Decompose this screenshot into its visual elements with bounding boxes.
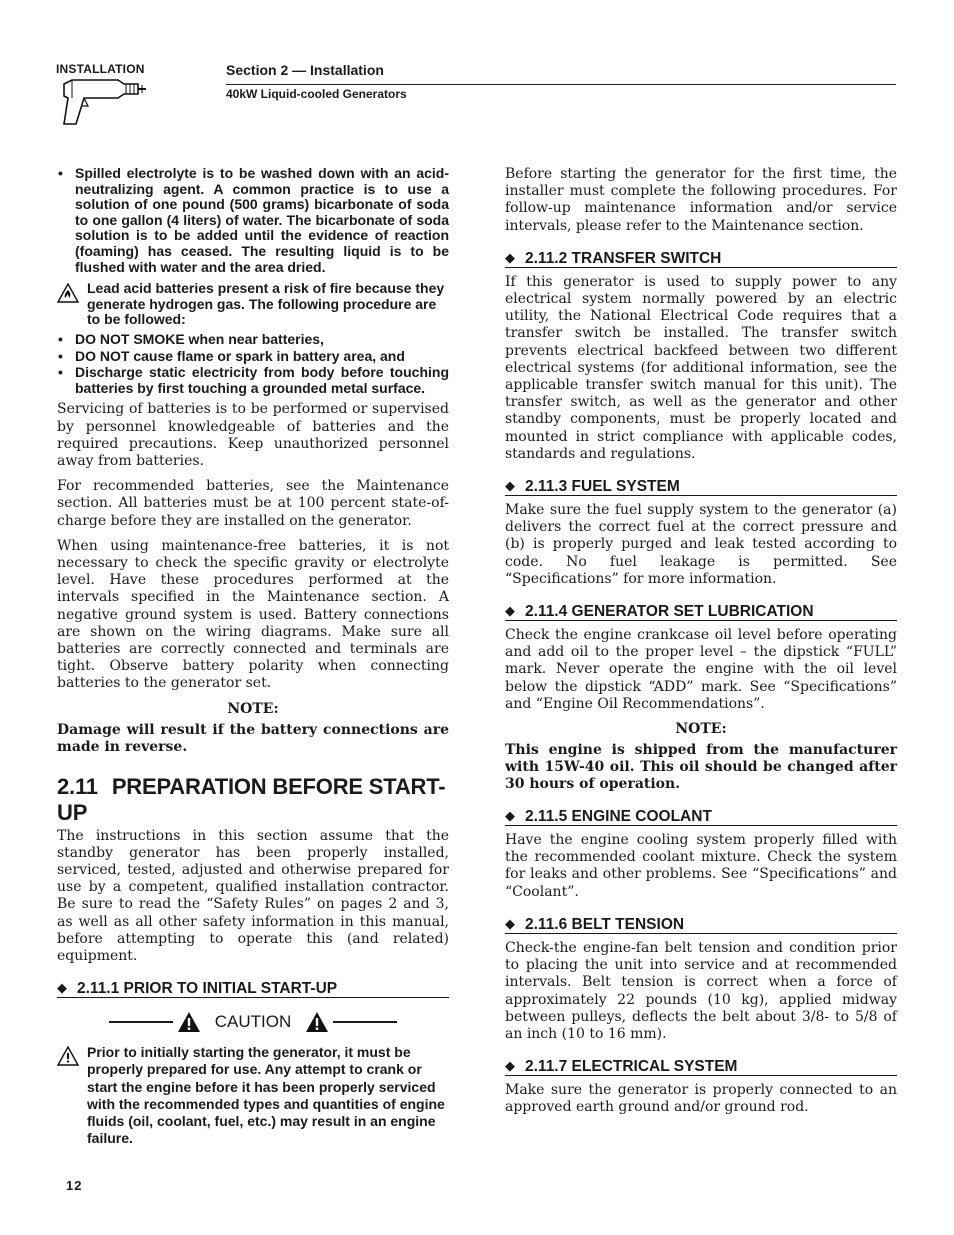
bullet-text: DO NOT SMOKE when near batteries,	[75, 330, 324, 347]
paragraph: Check-the engine-fan belt tension and condition prior to placing the unit into service and at recommended intervals. Belt tension is correct when a force of approximately 22 pounds (10 kg), applied midway between pulleys, deflects the belt about 3/8- to 5/8 of an inch (10 to 16 mm).	[505, 939, 897, 1042]
left-column	[57, 166, 449, 1151]
bullet-item: • DO NOT SMOKE when near batteries,	[58, 330, 324, 347]
diamond-icon: ◆	[505, 604, 515, 620]
header-subtitle: 40kW Liquid-cooled Generators	[226, 87, 407, 101]
caution-rule	[333, 1021, 397, 1023]
diamond-icon: ◆	[505, 1059, 515, 1075]
warning-triangle-icon	[177, 1011, 201, 1033]
right-column	[505, 166, 897, 1125]
subsection-title: 2.11.3 FUEL SYSTEM	[525, 478, 680, 496]
subsection-heading	[505, 807, 897, 826]
note-text: Damage will result if the battery connections are made in reverse.	[57, 721, 449, 755]
caution-text: Prior to initially starting the generator, it must be properly prepared for use. Any attempt to crank or start the engine before it has been properly serviced with the recommended types and quantities of engine fluids (oil, coolant, fuel, etc.) may result in an engine failure.	[87, 1044, 445, 1147]
bullet-text: DO NOT cause flame or spark in battery area, and	[75, 347, 405, 364]
section-header-title: Section 2 — Installation	[226, 62, 384, 78]
subsection-title: 2.11.2 TRANSFER SWITCH	[525, 249, 722, 267]
diamond-icon: ◆	[505, 479, 515, 495]
subsection-heading	[505, 915, 897, 934]
subsection-title: 2.11.1 PRIOR TO INITIAL START-UP	[77, 980, 338, 998]
bullet-item: • Discharge static electricity from body before touching batteries by first touching a grounded metal surface.	[58, 364, 449, 396]
paragraph: Before starting the generator for the first time, the installer must complete the following procedures. For follow-up maintenance information and/or service intervals, please refer to the Maintenance section.	[505, 166, 897, 234]
paragraph: Check the engine crankcase oil level before operating and add oil to the proper level – the dipstick “FULL” mark. Never operate the engine with the oil level below the dipstick “ADD” mark. See “Specifications” and “Engine Oil Recommendations”.	[505, 627, 897, 712]
bullet-item: • Spilled electrolyte is to be washed down with an acid-neutralizing agent. A common practice is to use a solution of one pound (500 grams) bicarbonate of soda to one gallon (4 liters) of water. The bicarbonate of soda solution is to be added until the evidence of reaction (foaming) has ceased. The resulting liquid is to be flushed with water and the area dried.	[58, 165, 449, 275]
paragraph: The instructions in this section assume that the standby generator has been properly installed, serviced, tested, adjusted and otherwise prepared for use by a competent, qualified installation contractor. Be sure to read the “Safety Rules” on pages 2 and 3, as well as all other safety information in this manual, before attempting to operate this (and related) equipment.	[57, 827, 449, 964]
warning-triangle-icon	[305, 1011, 329, 1033]
note-text: This engine is shipped from the manufacturer with 15W-40 oil. This oil should be changed after 30 hours of operation.	[505, 742, 897, 793]
header-rule	[226, 84, 896, 85]
paragraph: Have the engine cooling system properly filled with the recommended coolant mixture. Check the system for leaks and other problems. See “Specifications” and “Coolant”.	[505, 832, 897, 900]
section-heading	[57, 774, 449, 826]
subsection-heading	[57, 979, 449, 998]
subsection-title: 2.11.4 GENERATOR SET LUBRICATION	[525, 603, 814, 621]
paragraph: Servicing of batteries is to be performed or supervised by personnel knowledgeable of batteries and the required precautions. Keep unauthorized personnel away from batteries.	[57, 401, 449, 469]
drill-icon	[58, 76, 148, 128]
diamond-icon: ◆	[57, 981, 67, 997]
paragraph: For recommended batteries, see the Maintenance section. All batteries must be at 100 percent state-of-charge before they are installed on the generator.	[57, 478, 449, 529]
subsection-title: 2.11.6 BELT TENSION	[525, 915, 685, 933]
hazard-warning	[57, 281, 449, 328]
note-heading: NOTE:	[227, 700, 279, 717]
subsection-title: 2.11.7 ELECTRICAL SYSTEM	[525, 1058, 738, 1076]
installation-logo	[56, 62, 166, 128]
bullet-item: • DO NOT cause flame or spark in battery area, and	[58, 347, 405, 364]
diamond-icon: ◆	[505, 250, 515, 266]
paragraph: Make sure the generator is properly connected to an approved earth ground and/or ground rod.	[505, 1082, 897, 1116]
logo-label: INSTALLATION	[56, 62, 145, 76]
hazard-text: Lead acid batteries present a risk of fire because they generate hydrogen gas. The following procedure are to be followed:	[87, 280, 445, 328]
diamond-icon: ◆	[505, 809, 515, 825]
bullet-text: Spilled electrolyte is to be washed down with an acid-neutralizing agent. A common practice is to use a solution of one pound (500 grams) bicarbonate of soda to one gallon (4 liters) of water. The bicarbonate of soda solution is to be added until the evidence of reaction (foaming) has ceased. The resulting liquid is to be flushed with water and the area dried.	[75, 165, 449, 275]
fire-hazard-triangle-icon	[57, 283, 79, 303]
page-number: 12	[66, 1178, 83, 1193]
subsection-heading	[505, 602, 897, 621]
caution-banner	[57, 1010, 449, 1034]
paragraph: Make sure the fuel supply system to the generator (a) delivers the correct fuel at the correct pressure and (b) is properly purged and leak tested according to code. No fuel leakage is permitted. See “Specifications” for more information.	[505, 502, 897, 587]
paragraph: When using maintenance-free batteries, it is not necessary to check the specific gravity or electrolyte level. Have these procedures performed at the intervals specified in the Maintenance section. A negative ground system is used. Battery connections are shown on the wiring diagrams. Make sure all batteries are correctly connected and terminals are tight. Observe battery polarity when connecting batteries to the generator set.	[57, 537, 449, 692]
caution-rule	[109, 1021, 173, 1023]
section-title: PREPARATION BEFORE START-UP	[57, 773, 446, 825]
subsection-heading	[505, 1057, 897, 1076]
caution-warning	[57, 1044, 449, 1147]
note-heading: NOTE:	[675, 721, 727, 738]
paragraph: If this generator is used to supply power to any electrical system normally powered by an electric utility, the National Electrical Code requires that a transfer switch be installed. The transfer switch prevents electrical backfeed between two different electrical systems (for additional information, see the applicable transfer switch manual for this unit). The transfer switch, as well as the generator and other standby components, must be properly located and mounted in strict compliance with applicable codes, standards and regulations.	[505, 273, 897, 462]
section-number: 2.11	[57, 773, 98, 799]
bullet-text: Discharge static electricity from body before touching batteries by first touching a grounded metal surface.	[75, 364, 449, 396]
subsection-heading	[505, 249, 897, 268]
subsection-title: 2.11.5 ENGINE COOLANT	[525, 808, 712, 826]
diamond-icon: ◆	[505, 916, 515, 932]
subsection-heading	[505, 477, 897, 496]
warning-triangle-icon	[57, 1046, 79, 1066]
caution-label: CAUTION	[214, 1012, 292, 1032]
